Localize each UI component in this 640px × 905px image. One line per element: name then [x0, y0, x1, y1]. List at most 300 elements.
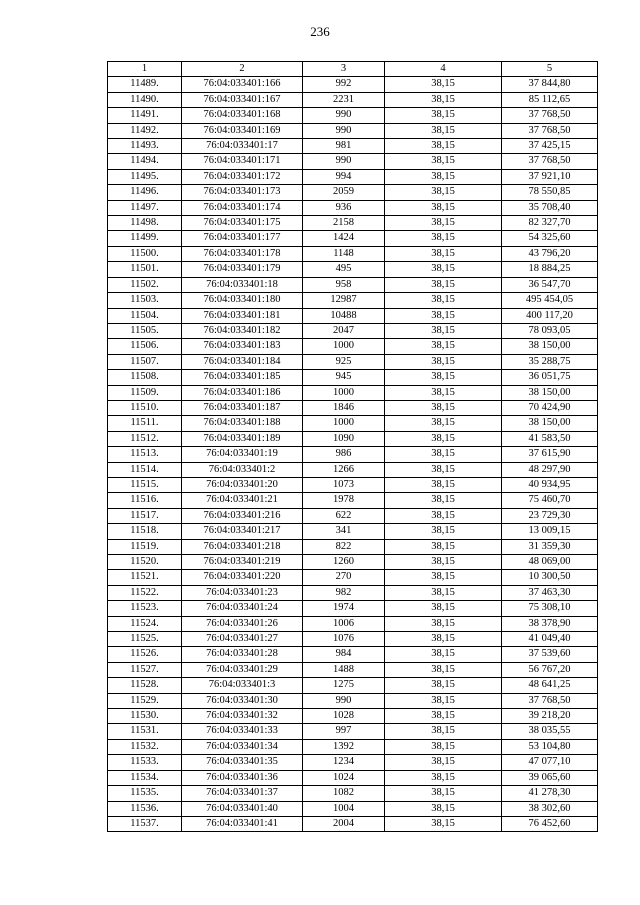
- value-cell: 36 547,70: [502, 277, 598, 292]
- value-cell: 37 768,50: [502, 123, 598, 138]
- rate-cell: 38,15: [385, 354, 502, 369]
- value-cell: 43 796,20: [502, 246, 598, 261]
- cadastral-number-cell: 76:04:033401:181: [182, 308, 303, 323]
- row-number-cell: 11496.: [108, 185, 182, 200]
- cadastral-number-cell: 76:04:033401:20: [182, 477, 303, 492]
- area-cell: 2158: [303, 216, 385, 231]
- rate-cell: 38,15: [385, 709, 502, 724]
- table-row: [108, 400, 598, 415]
- row-number-cell: 11529.: [108, 693, 182, 708]
- row-number-cell: 11533.: [108, 755, 182, 770]
- table-row: [108, 339, 598, 354]
- table-row: [108, 323, 598, 338]
- rate-cell: 38,15: [385, 169, 502, 184]
- cadastral-number-cell: 76:04:033401:168: [182, 108, 303, 123]
- cadastral-number-cell: 76:04:033401:174: [182, 200, 303, 215]
- area-cell: 1275: [303, 678, 385, 693]
- table-row: [108, 693, 598, 708]
- area-cell: 1004: [303, 801, 385, 816]
- cadastral-number-cell: 76:04:033401:177: [182, 231, 303, 246]
- value-cell: 47 077,10: [502, 755, 598, 770]
- area-cell: 495: [303, 262, 385, 277]
- row-number-cell: 11531.: [108, 724, 182, 739]
- value-cell: 38 150,00: [502, 339, 598, 354]
- column-header: 2: [182, 62, 303, 77]
- page-number: 236: [310, 24, 330, 39]
- table-row: [108, 92, 598, 107]
- area-cell: 992: [303, 77, 385, 92]
- value-cell: 75 460,70: [502, 493, 598, 508]
- table-row: [108, 108, 598, 123]
- table-header-row: [108, 62, 598, 77]
- row-number-cell: 11516.: [108, 493, 182, 508]
- row-number-cell: 11517.: [108, 508, 182, 523]
- area-cell: 982: [303, 585, 385, 600]
- value-cell: 37 539,60: [502, 647, 598, 662]
- value-cell: 38 302,60: [502, 801, 598, 816]
- cadastral-number-cell: 76:04:033401:216: [182, 508, 303, 523]
- value-cell: 75 308,10: [502, 601, 598, 616]
- rate-cell: 38,15: [385, 585, 502, 600]
- cadastral-number-cell: 76:04:033401:32: [182, 709, 303, 724]
- value-cell: 31 359,30: [502, 539, 598, 554]
- rate-cell: 38,15: [385, 370, 502, 385]
- row-number-cell: 11501.: [108, 262, 182, 277]
- row-number-cell: 11494.: [108, 154, 182, 169]
- rate-cell: 38,15: [385, 508, 502, 523]
- cadastral-number-cell: 76:04:033401:27: [182, 632, 303, 647]
- value-cell: 37 463,30: [502, 585, 598, 600]
- area-cell: 981: [303, 139, 385, 154]
- cadastral-number-cell: 76:04:033401:17: [182, 139, 303, 154]
- rate-cell: 38,15: [385, 108, 502, 123]
- cadastral-number-cell: 76:04:033401:23: [182, 585, 303, 600]
- area-cell: 2004: [303, 816, 385, 831]
- row-number-cell: 11509.: [108, 385, 182, 400]
- cadastral-number-cell: 76:04:033401:21: [182, 493, 303, 508]
- table-row: [108, 416, 598, 431]
- rate-cell: 38,15: [385, 724, 502, 739]
- cadastral-number-cell: 76:04:033401:178: [182, 246, 303, 261]
- cadastral-number-cell: 76:04:033401:19: [182, 447, 303, 462]
- table-row: [108, 385, 598, 400]
- table-row: [108, 185, 598, 200]
- value-cell: 70 424,90: [502, 400, 598, 415]
- area-cell: 990: [303, 154, 385, 169]
- column-header: 3: [303, 62, 385, 77]
- area-cell: 958: [303, 277, 385, 292]
- area-cell: 1024: [303, 770, 385, 785]
- row-number-cell: 11530.: [108, 709, 182, 724]
- rate-cell: 38,15: [385, 816, 502, 831]
- area-cell: 1028: [303, 709, 385, 724]
- value-cell: 48 641,25: [502, 678, 598, 693]
- table-row: [108, 216, 598, 231]
- cadastral-number-cell: 76:04:033401:220: [182, 570, 303, 585]
- row-number-cell: 11513.: [108, 447, 182, 462]
- table-row: [108, 354, 598, 369]
- value-cell: 38 035,55: [502, 724, 598, 739]
- area-cell: 1392: [303, 739, 385, 754]
- cadastral-number-cell: 76:04:033401:217: [182, 524, 303, 539]
- cadastral-number-cell: 76:04:033401:34: [182, 739, 303, 754]
- row-number-cell: 11522.: [108, 585, 182, 600]
- row-number-cell: 11534.: [108, 770, 182, 785]
- rate-cell: 38,15: [385, 154, 502, 169]
- rate-cell: 38,15: [385, 678, 502, 693]
- rate-cell: 38,15: [385, 647, 502, 662]
- area-cell: 990: [303, 108, 385, 123]
- row-number-cell: 11526.: [108, 647, 182, 662]
- area-cell: 1234: [303, 755, 385, 770]
- row-number-cell: 11505.: [108, 323, 182, 338]
- row-number-cell: 11528.: [108, 678, 182, 693]
- table-row: [108, 786, 598, 801]
- table-row: [108, 431, 598, 446]
- rate-cell: 38,15: [385, 755, 502, 770]
- column-header: 5: [502, 62, 598, 77]
- value-cell: 37 768,50: [502, 108, 598, 123]
- area-cell: 1266: [303, 462, 385, 477]
- rate-cell: 38,15: [385, 92, 502, 107]
- value-cell: 37 768,50: [502, 154, 598, 169]
- table-row: [108, 570, 598, 585]
- cadastral-number-cell: 76:04:033401:188: [182, 416, 303, 431]
- area-cell: 1260: [303, 555, 385, 570]
- table-row: [108, 123, 598, 138]
- row-number-cell: 11493.: [108, 139, 182, 154]
- row-number-cell: 11502.: [108, 277, 182, 292]
- area-cell: 1090: [303, 431, 385, 446]
- cadastral-number-cell: 76:04:033401:37: [182, 786, 303, 801]
- rate-cell: 38,15: [385, 77, 502, 92]
- value-cell: 48 297,90: [502, 462, 598, 477]
- area-cell: 2231: [303, 92, 385, 107]
- row-number-cell: 11499.: [108, 231, 182, 246]
- value-cell: 39 065,60: [502, 770, 598, 785]
- area-cell: 1978: [303, 493, 385, 508]
- row-number-cell: 11498.: [108, 216, 182, 231]
- value-cell: 35 288,75: [502, 354, 598, 369]
- row-number-cell: 11504.: [108, 308, 182, 323]
- cadastral-number-cell: 76:04:033401:171: [182, 154, 303, 169]
- rate-cell: 38,15: [385, 693, 502, 708]
- row-number-cell: 11532.: [108, 739, 182, 754]
- row-number-cell: 11490.: [108, 92, 182, 107]
- area-cell: 1846: [303, 400, 385, 415]
- table-row: [108, 508, 598, 523]
- rate-cell: 38,15: [385, 231, 502, 246]
- row-number-cell: 11510.: [108, 400, 182, 415]
- row-number-cell: 11527.: [108, 662, 182, 677]
- row-number-cell: 11503.: [108, 293, 182, 308]
- table-row: [108, 477, 598, 492]
- area-cell: 2059: [303, 185, 385, 200]
- row-number-cell: 11495.: [108, 169, 182, 184]
- area-cell: 1000: [303, 339, 385, 354]
- row-number-cell: 11491.: [108, 108, 182, 123]
- cadastral-number-cell: 76:04:033401:24: [182, 601, 303, 616]
- value-cell: 38 150,00: [502, 416, 598, 431]
- rate-cell: 38,15: [385, 462, 502, 477]
- value-cell: 40 934,95: [502, 477, 598, 492]
- rate-cell: 38,15: [385, 770, 502, 785]
- cadastral-number-cell: 76:04:033401:189: [182, 431, 303, 446]
- area-cell: 984: [303, 647, 385, 662]
- value-cell: 36 051,75: [502, 370, 598, 385]
- area-cell: 12987: [303, 293, 385, 308]
- cadastral-number-cell: 76:04:033401:187: [182, 400, 303, 415]
- cadastral-number-cell: 76:04:033401:30: [182, 693, 303, 708]
- area-cell: 986: [303, 447, 385, 462]
- table-row: [108, 555, 598, 570]
- area-cell: 1000: [303, 385, 385, 400]
- row-number-cell: 11525.: [108, 632, 182, 647]
- row-number-cell: 11535.: [108, 786, 182, 801]
- rate-cell: 38,15: [385, 786, 502, 801]
- rate-cell: 38,15: [385, 308, 502, 323]
- table-row: [108, 200, 598, 215]
- rate-cell: 38,15: [385, 185, 502, 200]
- value-cell: 38 378,90: [502, 616, 598, 631]
- table-row: [108, 231, 598, 246]
- rate-cell: 38,15: [385, 123, 502, 138]
- cadastral-number-cell: 76:04:033401:167: [182, 92, 303, 107]
- row-number-cell: 11511.: [108, 416, 182, 431]
- value-cell: 48 069,00: [502, 555, 598, 570]
- value-cell: 78 550,85: [502, 185, 598, 200]
- area-cell: 1000: [303, 416, 385, 431]
- cadastral-number-cell: 76:04:033401:166: [182, 77, 303, 92]
- table-row: [108, 447, 598, 462]
- value-cell: 76 452,60: [502, 816, 598, 831]
- table-row: [108, 277, 598, 292]
- cadastral-number-cell: 76:04:033401:219: [182, 555, 303, 570]
- rate-cell: 38,15: [385, 447, 502, 462]
- area-cell: 990: [303, 123, 385, 138]
- rate-cell: 38,15: [385, 431, 502, 446]
- rate-cell: 38,15: [385, 662, 502, 677]
- table-row: [108, 601, 598, 616]
- row-number-cell: 11524.: [108, 616, 182, 631]
- table-row: [108, 678, 598, 693]
- value-cell: 53 104,80: [502, 739, 598, 754]
- area-cell: 822: [303, 539, 385, 554]
- cadastral-number-cell: 76:04:033401:173: [182, 185, 303, 200]
- area-cell: 1148: [303, 246, 385, 261]
- table-row: [108, 585, 598, 600]
- rate-cell: 38,15: [385, 801, 502, 816]
- row-number-cell: 11518.: [108, 524, 182, 539]
- table-row: [108, 524, 598, 539]
- table-row: [108, 770, 598, 785]
- rate-cell: 38,15: [385, 524, 502, 539]
- row-number-cell: 11506.: [108, 339, 182, 354]
- value-cell: 78 093,05: [502, 323, 598, 338]
- area-cell: 997: [303, 724, 385, 739]
- rate-cell: 38,15: [385, 555, 502, 570]
- row-number-cell: 11515.: [108, 477, 182, 492]
- area-cell: 1076: [303, 632, 385, 647]
- table-row: [108, 370, 598, 385]
- rate-cell: 38,15: [385, 385, 502, 400]
- cadastral-number-cell: 76:04:033401:169: [182, 123, 303, 138]
- area-cell: 1082: [303, 786, 385, 801]
- row-number-cell: 11500.: [108, 246, 182, 261]
- row-number-cell: 11507.: [108, 354, 182, 369]
- row-number-cell: 11537.: [108, 816, 182, 831]
- cadastral-number-cell: 76:04:033401:40: [182, 801, 303, 816]
- table-row: [108, 154, 598, 169]
- value-cell: 38 150,00: [502, 385, 598, 400]
- cadastral-number-cell: 76:04:033401:218: [182, 539, 303, 554]
- table-row: [108, 755, 598, 770]
- rate-cell: 38,15: [385, 293, 502, 308]
- table-row: [108, 493, 598, 508]
- row-number-cell: 11536.: [108, 801, 182, 816]
- row-number-cell: 11497.: [108, 200, 182, 215]
- rate-cell: 38,15: [385, 139, 502, 154]
- column-header: 1: [108, 62, 182, 77]
- cadastral-number-cell: 76:04:033401:18: [182, 277, 303, 292]
- table-row: [108, 293, 598, 308]
- cadastral-number-cell: 76:04:033401:35: [182, 755, 303, 770]
- table-row: [108, 616, 598, 631]
- cadastral-number-cell: 76:04:033401:179: [182, 262, 303, 277]
- cadastral-number-cell: 76:04:033401:183: [182, 339, 303, 354]
- row-number-cell: 11489.: [108, 77, 182, 92]
- value-cell: 35 708,40: [502, 200, 598, 215]
- rate-cell: 38,15: [385, 216, 502, 231]
- row-number-cell: 11519.: [108, 539, 182, 554]
- area-cell: 990: [303, 693, 385, 708]
- area-cell: 1424: [303, 231, 385, 246]
- rate-cell: 38,15: [385, 246, 502, 261]
- table-row: [108, 262, 598, 277]
- row-number-cell: 11508.: [108, 370, 182, 385]
- table-row: [108, 816, 598, 831]
- cadastral-number-cell: 76:04:033401:186: [182, 385, 303, 400]
- row-number-cell: 11512.: [108, 431, 182, 446]
- value-cell: 41 583,50: [502, 431, 598, 446]
- area-cell: 1073: [303, 477, 385, 492]
- area-cell: 925: [303, 354, 385, 369]
- value-cell: 39 218,20: [502, 709, 598, 724]
- area-cell: 341: [303, 524, 385, 539]
- table-row: [108, 77, 598, 92]
- land-parcel-table: [107, 61, 598, 832]
- cadastral-number-cell: 76:04:033401:33: [182, 724, 303, 739]
- rate-cell: 38,15: [385, 477, 502, 492]
- cadastral-number-cell: 76:04:033401:41: [182, 816, 303, 831]
- table-row: [108, 801, 598, 816]
- rate-cell: 38,15: [385, 616, 502, 631]
- cadastral-number-cell: 76:04:033401:185: [182, 370, 303, 385]
- area-cell: 936: [303, 200, 385, 215]
- cadastral-number-cell: 76:04:033401:172: [182, 169, 303, 184]
- rate-cell: 38,15: [385, 339, 502, 354]
- value-cell: 82 327,70: [502, 216, 598, 231]
- value-cell: 18 884,25: [502, 262, 598, 277]
- value-cell: 495 454,05: [502, 293, 598, 308]
- row-number-cell: 11514.: [108, 462, 182, 477]
- table-row: [108, 462, 598, 477]
- rate-cell: 38,15: [385, 601, 502, 616]
- table-row: [108, 246, 598, 261]
- area-cell: 994: [303, 169, 385, 184]
- table-row: [108, 647, 598, 662]
- rate-cell: 38,15: [385, 570, 502, 585]
- area-cell: 10488: [303, 308, 385, 323]
- row-number-cell: 11492.: [108, 123, 182, 138]
- value-cell: 37 425,15: [502, 139, 598, 154]
- value-cell: 41 278,30: [502, 786, 598, 801]
- row-number-cell: 11521.: [108, 570, 182, 585]
- value-cell: 10 300,50: [502, 570, 598, 585]
- value-cell: 13 009,15: [502, 524, 598, 539]
- column-header: 4: [385, 62, 502, 77]
- row-number-cell: 11520.: [108, 555, 182, 570]
- cadastral-number-cell: 76:04:033401:2: [182, 462, 303, 477]
- rate-cell: 38,15: [385, 323, 502, 338]
- cadastral-number-cell: 76:04:033401:26: [182, 616, 303, 631]
- value-cell: 54 325,60: [502, 231, 598, 246]
- rate-cell: 38,15: [385, 739, 502, 754]
- table-row: [108, 539, 598, 554]
- cadastral-number-cell: 76:04:033401:182: [182, 323, 303, 338]
- area-cell: 945: [303, 370, 385, 385]
- value-cell: 37 844,80: [502, 77, 598, 92]
- table-row: [108, 632, 598, 647]
- rate-cell: 38,15: [385, 262, 502, 277]
- value-cell: 37 768,50: [502, 693, 598, 708]
- value-cell: 56 767,20: [502, 662, 598, 677]
- area-cell: 1974: [303, 601, 385, 616]
- table-row: [108, 709, 598, 724]
- cadastral-number-cell: 76:04:033401:28: [182, 647, 303, 662]
- cadastral-number-cell: 76:04:033401:3: [182, 678, 303, 693]
- area-cell: 1006: [303, 616, 385, 631]
- table-row: [108, 139, 598, 154]
- cadastral-number-cell: 76:04:033401:184: [182, 354, 303, 369]
- value-cell: 37 615,90: [502, 447, 598, 462]
- area-cell: 1488: [303, 662, 385, 677]
- value-cell: 85 112,65: [502, 92, 598, 107]
- rate-cell: 38,15: [385, 200, 502, 215]
- cadastral-number-cell: 76:04:033401:36: [182, 770, 303, 785]
- row-number-cell: 11523.: [108, 601, 182, 616]
- area-cell: 622: [303, 508, 385, 523]
- value-cell: 23 729,30: [502, 508, 598, 523]
- rate-cell: 38,15: [385, 400, 502, 415]
- cadastral-number-cell: 76:04:033401:29: [182, 662, 303, 677]
- cadastral-number-cell: 76:04:033401:175: [182, 216, 303, 231]
- table-row: [108, 662, 598, 677]
- rate-cell: 38,15: [385, 416, 502, 431]
- rate-cell: 38,15: [385, 632, 502, 647]
- area-cell: 270: [303, 570, 385, 585]
- table-row: [108, 308, 598, 323]
- table-row: [108, 169, 598, 184]
- cadastral-number-cell: 76:04:033401:180: [182, 293, 303, 308]
- value-cell: 41 049,40: [502, 632, 598, 647]
- value-cell: 37 921,10: [502, 169, 598, 184]
- rate-cell: 38,15: [385, 539, 502, 554]
- table-row: [108, 724, 598, 739]
- value-cell: 400 117,20: [502, 308, 598, 323]
- rate-cell: 38,15: [385, 493, 502, 508]
- table-row: [108, 739, 598, 754]
